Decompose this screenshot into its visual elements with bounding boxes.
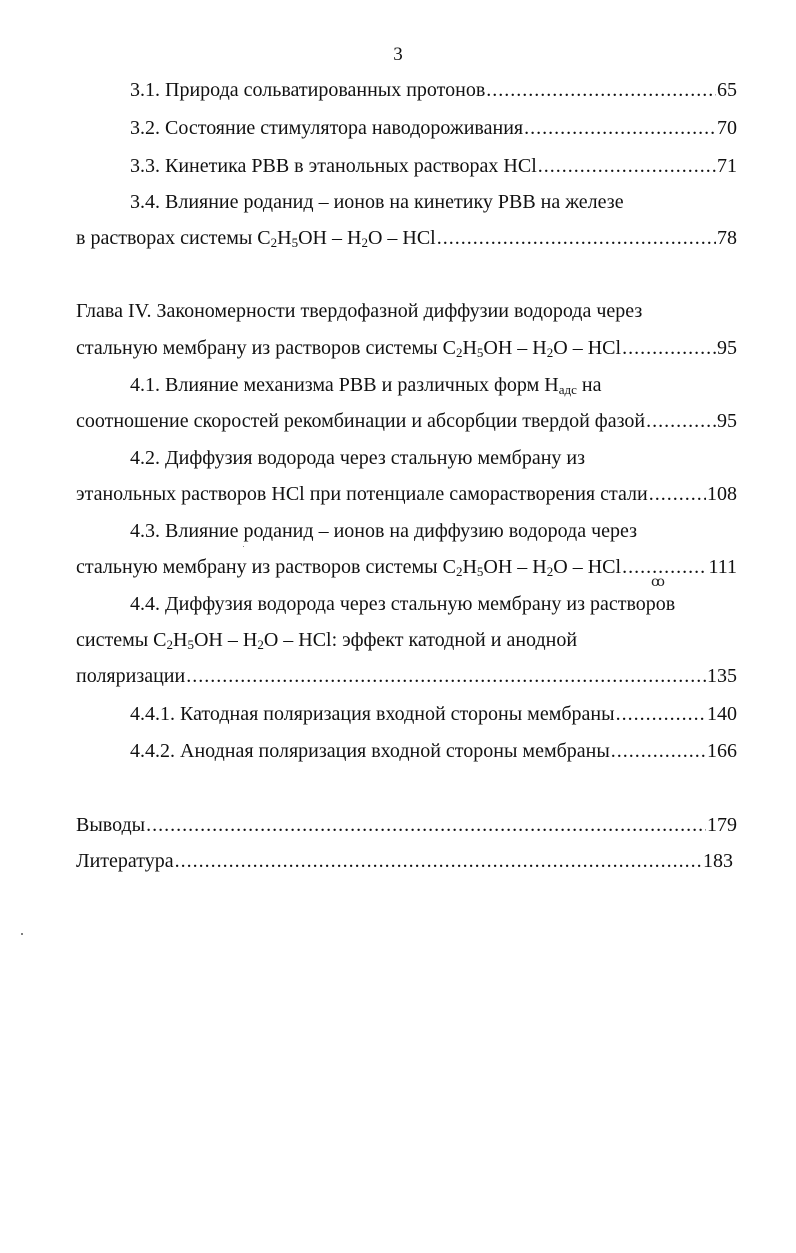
toc-entry-title: 4.4.2. Анодная поляризация входной стороны мембраны — [130, 740, 610, 762]
toc-entry-title: стальную мембрану из растворов системы $C_2H_5OH - H_2O$ – HCl — [76, 556, 622, 579]
toc-entry-4-3-line1: 4.3. Влияние роданид – ионов на диффузию водорода через — [130, 520, 638, 542]
toc-entry-page: 166 — [707, 740, 737, 762]
toc-entry-page: 183 — [703, 850, 733, 872]
toc-entry-page: 65 — [717, 79, 737, 101]
toc-conclusions — [76, 811, 737, 839]
toc-entry-4-3 — [76, 553, 737, 581]
toc-entry-page: 78 — [717, 227, 737, 249]
toc-entry-4-1 — [76, 407, 737, 435]
toc-entry-4-4-line2: системы $C_2H_5OH - H_2O$ – HCl: эффект катодной и анодной — [76, 629, 578, 652]
toc-entry-page: 70 — [717, 117, 737, 139]
toc-entry-title: 3.2. Состояние стимулятора наводороживания — [130, 117, 524, 139]
toc-entry-page: 111 — [708, 556, 737, 578]
toc-entry-page: 140 — [707, 703, 737, 725]
toc-entry-title: Литература — [76, 850, 174, 872]
toc-entry-page: 95 — [717, 410, 737, 432]
toc-entry-title: Выводы — [76, 814, 146, 836]
toc-chapter-4-line1: Глава IV. Закономерности твердофазной диффузии водорода через — [76, 300, 643, 322]
toc-entry-title: 4.4.1. Катодная поляризация входной стороны мембраны — [130, 703, 615, 725]
toc-entry-title: соотношение скоростей рекомбинации и абсорбции твердой фазой — [76, 410, 646, 432]
page-number: 3 — [393, 44, 403, 65]
toc-entry-4-4-1 — [130, 700, 737, 728]
toc-entry-title: этанольных растворов HCl при потенциале саморастворения стали — [76, 483, 648, 505]
toc-entry-4-2 — [76, 480, 737, 508]
toc-chapter-4 — [76, 334, 737, 362]
toc-entry-page: 71 — [717, 155, 737, 177]
toc-entry-4-4-line1: 4.4. Диффузия водорода через стальную мембрану из растворов — [130, 593, 676, 615]
toc-entry-page: 108 — [707, 483, 737, 505]
toc-entry-4-4 — [76, 662, 737, 690]
margin-mark: ꝏ — [651, 575, 665, 590]
toc-entry-title: стальную мембрану из растворов системы $C_2H_5OH - H_2O$ – HCl — [76, 337, 622, 360]
toc-entry-page: 95 — [717, 337, 737, 359]
toc-entry-3-4-line1: 3.4. Влияние роданид – ионов на кинетику РВВ на железе — [130, 191, 624, 213]
toc-entry-title: 3.3. Кинетика РВВ в этанольных растворах HCl — [130, 155, 537, 177]
toc-entry-3-3 — [130, 152, 737, 180]
toc-entry-page: 179 — [707, 814, 737, 836]
toc-entry-3-4 — [76, 224, 737, 252]
toc-entry-title: 3.1. Природа сольватированных протонов — [130, 79, 486, 101]
toc-entry-page: 135 — [707, 665, 737, 687]
toc-entry-4-4-2 — [130, 737, 737, 765]
scan-speck — [243, 546, 244, 547]
toc-entry-4-2-line1: 4.2. Диффузия водорода через стальную мембрану из — [130, 447, 585, 469]
toc-entry-3-2 — [130, 114, 737, 142]
toc-entry-title: в растворах системы $C_2H_5OH - H_2O$ – HCl — [76, 227, 436, 250]
toc-entry-3-1 — [130, 76, 737, 104]
toc-entry-4-1-line1: 4.1. Влияние механизма РВВ и различных форм $H_{адс}$ на — [130, 374, 602, 397]
toc-entry-title: поляризации — [76, 665, 186, 687]
scan-speck — [21, 933, 23, 935]
toc-references — [76, 847, 733, 875]
